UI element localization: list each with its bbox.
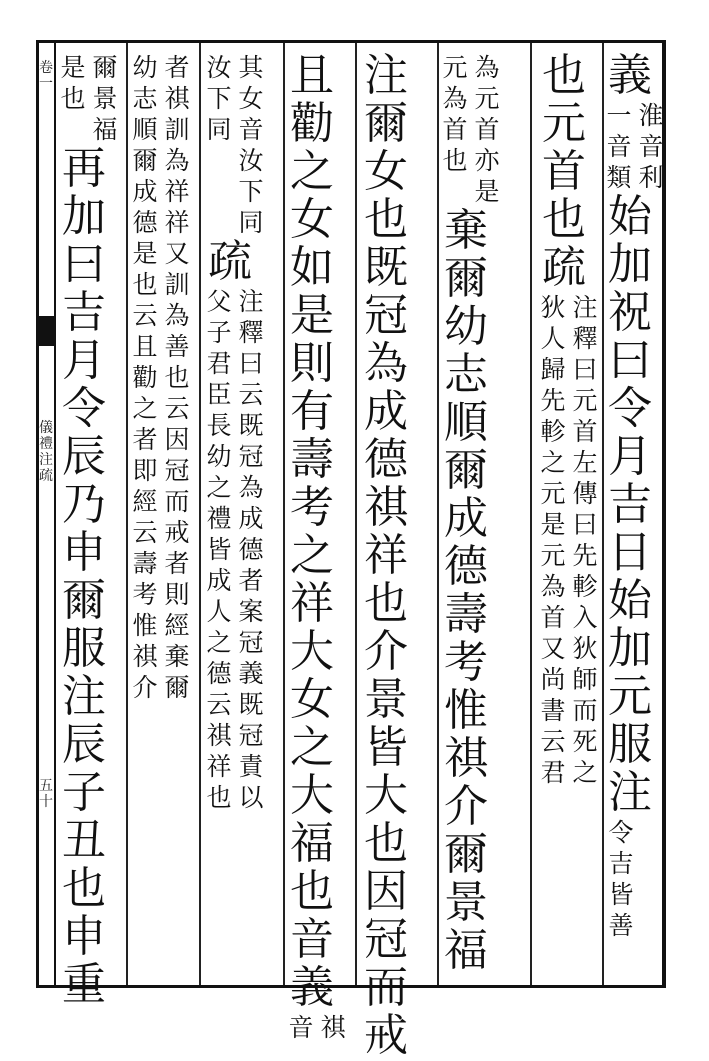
main-text: 注 xyxy=(608,767,652,818)
margin-top-marks: 卷 一 xyxy=(39,60,53,92)
text-column xyxy=(362,52,410,1060)
main-text: 辰 子 丑 也 申 重 xyxy=(62,719,106,1010)
margin-rule xyxy=(54,40,56,988)
main-text: 疏 xyxy=(542,242,586,293)
main-text: 且 勸 之 女 如 是 則 有 壽 考 之 祥 大 女 之 大 福 也 xyxy=(290,50,334,917)
main-text: 音 義 xyxy=(290,914,334,1013)
text-column xyxy=(60,52,118,1009)
annotation-left-line: 汝 下 同 xyxy=(206,53,232,144)
frame-top-border xyxy=(36,40,666,43)
annotation-right-line: 者 祺 訓 為 祥 祥 又 訓 為 善 也 云 因 冠 而 戒 者 則 經 棄 爾 xyxy=(164,53,190,702)
annotation-left-line: 音 xyxy=(288,1013,314,1042)
annotation-left-line: 幼 志 順 爾 成 德 是 也 云 且 勸 之 者 即 經 云 壽 考 惟 祺 介 xyxy=(132,53,158,702)
annotation-right-line: 注 釋 曰 元 首 左 傳 曰 先 軫 入 狄 師 而 死 之 xyxy=(572,293,598,787)
double-line-annotation xyxy=(132,52,190,703)
annotation-right-line: 為 元 首 亦 是 xyxy=(474,53,500,206)
small-annotation: 令 吉 皆 善 xyxy=(608,818,634,940)
column-rule xyxy=(530,43,532,985)
column-rule xyxy=(283,43,285,985)
text-column xyxy=(132,52,190,703)
column-rule xyxy=(199,43,201,985)
main-text: 注 爾 女 也 既 冠 為 成 德 祺 祥 也 介 景 皆 大 也 因 冠 而 戒 xyxy=(364,50,408,1061)
column-rule xyxy=(602,43,604,985)
text-column xyxy=(606,52,664,941)
frame-left-border xyxy=(36,40,39,988)
double-line-annotation xyxy=(442,52,500,207)
annotation-right-line: 注 釋 曰 云 既 冠 為 成 德 者 案 冠 義 既 冠 責 以 xyxy=(238,287,264,812)
column-rule xyxy=(126,43,128,985)
annotation-left-line: 元 為 首 也 xyxy=(442,53,468,175)
double-line-annotation xyxy=(288,1012,346,1043)
main-text: 疏 xyxy=(208,236,252,287)
double-line-annotation xyxy=(206,286,264,813)
main-text: 注 xyxy=(62,671,106,722)
double-line-annotation xyxy=(206,52,264,238)
text-column xyxy=(442,52,500,975)
main-text: 再 加 曰 吉 月 令 辰 乃 申 爾 服 xyxy=(62,143,106,674)
annotation-right-line: 淮 音 利 xyxy=(638,101,664,192)
fish-tail-block-mark xyxy=(38,316,54,346)
text-column xyxy=(540,52,598,788)
double-line-annotation xyxy=(540,292,598,788)
annotation-right-line: 祺 xyxy=(320,1013,346,1042)
main-text: 棄 爾 幼 志 順 爾 成 德 壽 考 惟 祺 介 爾 景 福 xyxy=(444,205,488,976)
double-line-annotation xyxy=(606,100,664,193)
annotation-left-line: 狄 人 歸 先 軫 之 元 是 元 為 首 又 尚 書 云 君 xyxy=(540,293,566,787)
frame-bottom-border xyxy=(36,985,666,988)
text-column xyxy=(206,52,264,813)
annotation-left-line: 一 音 類 xyxy=(606,101,632,192)
margin-page-number: 五 十 xyxy=(39,778,53,810)
double-line-annotation xyxy=(60,52,118,145)
main-text: 始 加 祝 曰 令 月 吉 日 始 加 元 服 xyxy=(608,191,652,770)
margin-book-title: 儀 禮 注 疏 xyxy=(39,420,53,484)
text-column xyxy=(288,52,346,1043)
annotation-left-line: 是 也 xyxy=(60,53,86,113)
annotation-right-line: 其 女 音 汝 下 同 xyxy=(238,53,264,237)
column-rule xyxy=(355,43,357,985)
annotation-left-line: 父 子 君 臣 長 幼 之 禮 皆 成 人 之 德 云 祺 祥 也 xyxy=(206,287,232,812)
main-text: 義 xyxy=(608,50,652,101)
column-rule xyxy=(437,43,439,985)
annotation-right-line: 爾 景 福 xyxy=(92,53,118,144)
main-text: 也 元 首 也 xyxy=(542,50,586,245)
